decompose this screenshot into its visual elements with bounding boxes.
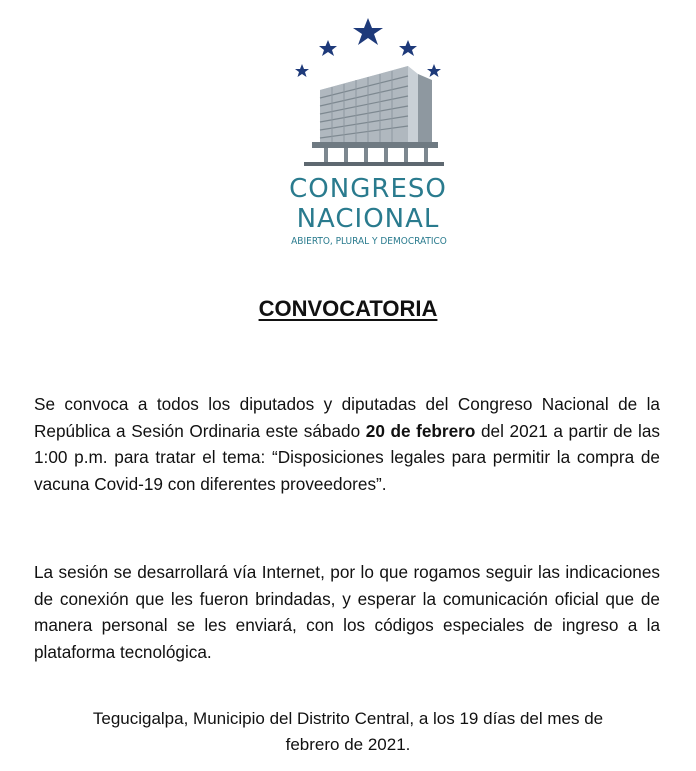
closing-line-1: Tegucigalpa, Municipio del Distrito Central, a los 19 días del mes de <box>92 709 604 728</box>
logo-line-congreso: CONGRESO <box>289 174 447 204</box>
logo-tagline: ABIERTO, PLURAL Y DEMOCRÁTICO <box>291 236 447 247</box>
congreso-nacional-logo <box>268 14 468 250</box>
star-icon <box>319 40 337 56</box>
logo-line-nacional: NACIONAL <box>296 204 440 234</box>
closing-line-2: febrero de 2021. <box>285 735 411 754</box>
session-date: 20 de febrero <box>365 420 476 441</box>
star-icon <box>353 18 383 45</box>
star-icon <box>295 64 309 77</box>
star-icon <box>427 64 441 77</box>
document-title: CONVOCATORIA <box>258 296 438 321</box>
paragraph-text-end: del 2021 a partir de las 1:00 p.m. para tratar el tema: “Disposiciones legales para permitir la compra de vacuna Covid-19 con diferentes proveedores”. <box>34 420 660 494</box>
building-emblem-icon <box>268 14 468 174</box>
place-and-date <box>40 706 656 758</box>
session-details-paragraph: La sesión se desarrollará vía Internet, por lo que rogamos seguir las indicaciones de conexión que les fueron brindadas, y esperar la comunicación oficial que de manera personal se les enviará, con los códigos especiales de ingreso a la plataforma tecnológica. <box>34 562 660 662</box>
paragraph-text-start: Se convoca a todos los diputados y diputadas del Congreso Nacional de la República a Sesión Ordinaria este sábado <box>34 394 660 441</box>
star-icon <box>399 40 417 56</box>
convocation-paragraph <box>34 391 660 497</box>
